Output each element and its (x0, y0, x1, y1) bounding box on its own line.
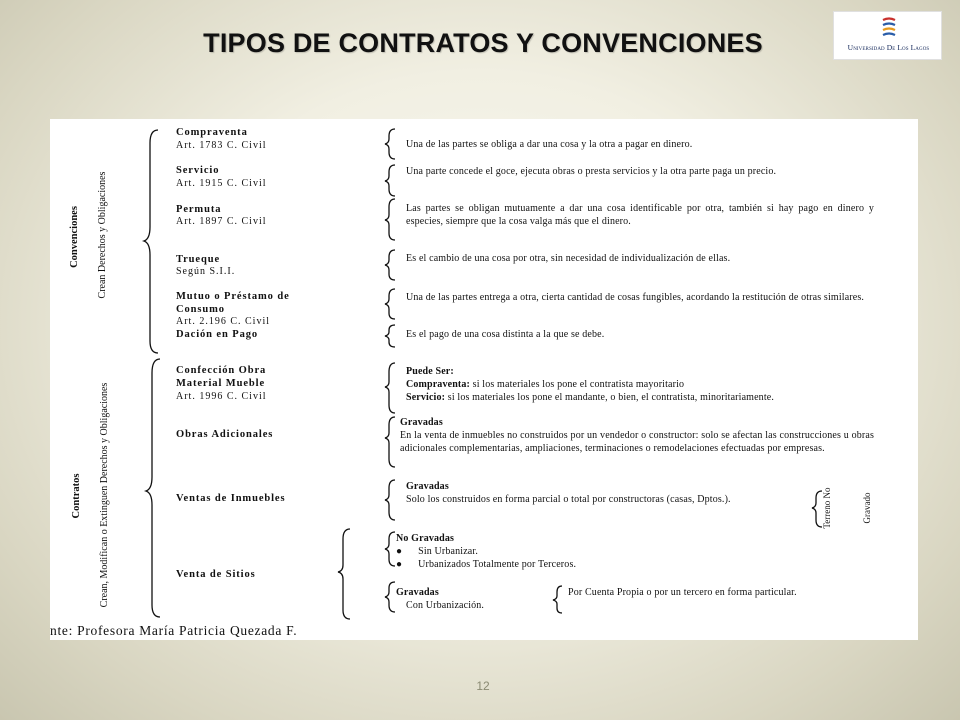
term-dacion-en-pago: Dación en Pago (176, 329, 259, 340)
no-gravadas-item-1: Sin Urbanizar. (418, 546, 478, 557)
slide-title: TIPOS DE CONTRATOS Y CONVENCIONES (203, 28, 763, 58)
art-trueque: Según S.I.I. (176, 266, 236, 277)
no-gravadas-item-2: Urbanizados Totalmente por Terceros. (418, 559, 577, 570)
option-servicio-text: si los materiales los pone el mandante, o bien, el contratista, minoritariamente. (447, 392, 775, 403)
art-compraventa: Art. 1783 C. Civil (176, 140, 267, 151)
desc-compraventa: Una de las partes se obliga a dar una cosa y la otra a pagar en dinero. (406, 139, 693, 150)
art-confeccion: Art. 1996 C. Civil (176, 391, 267, 402)
university-logo (833, 11, 942, 60)
term-confeccion-line2: Material Mueble (176, 378, 266, 389)
sitios-gravadas-heading: Gravadas (396, 587, 439, 598)
group-label-contratos: Contratos (71, 473, 82, 519)
option-compraventa-label: Compraventa: (406, 379, 471, 390)
sitios-gravadas-item: Con Urbanización. (406, 600, 485, 611)
group-label-convenciones: Convenciones (69, 206, 80, 268)
confeccion-detail (406, 365, 874, 404)
art-mutuo: Art. 2.196 C. Civil (176, 316, 271, 327)
inmuebles-gravadas-heading: Gravadas (406, 481, 449, 492)
source-credit: nte: Profesora María Patricia Quezada F. (50, 623, 298, 638)
term-confeccion-line1: Confección Obra (176, 365, 267, 376)
terreno-no-label: Terreno No (822, 487, 832, 529)
option-servicio-label: Servicio: (406, 392, 446, 403)
desc-dacion-en-pago: Es el pago de una cosa distinta a la que se debe. (406, 329, 605, 340)
term-trueque: Trueque (176, 254, 221, 265)
no-gravadas-block (396, 532, 726, 571)
puede-ser-heading: Puede Ser: (406, 366, 454, 377)
group-sublabel-contratos: Crean, Modifican o Extinguen Derechos y Obligaciones (99, 382, 110, 608)
contracts-diagram (50, 119, 918, 640)
desc-mutuo: Una de las partes entrega a otra, cierta cantidad de cosas fungibles, acordando la restitución de otras similares. (406, 292, 865, 303)
no-gravadas-heading: No Gravadas (396, 533, 455, 544)
term-obras-adicionales: Obras Adicionales (176, 429, 274, 440)
page-number: 12 (476, 679, 490, 693)
gravado-label: Gravado (862, 492, 872, 524)
obras-gravadas-heading: Gravadas (400, 417, 443, 428)
art-servicio: Art. 1915 C. Civil (176, 178, 267, 189)
inmuebles-gravadas-desc: Solo los construidos en forma parcial o total por constructoras (casas, Dptos.). (406, 494, 731, 505)
art-permuta: Art. 1897 C. Civil (176, 216, 267, 227)
desc-permuta: Las partes se obligan mutuamente a dar una cosa identificable por otra, también si hay pago en dinero y especies, siempre que la cosa valga más que el dinero. (406, 203, 874, 227)
term-compraventa: Compraventa (176, 127, 248, 138)
bullet-icon: ● (396, 546, 403, 557)
term-permuta: Permuta (176, 204, 222, 215)
term-mutuo-line1: Mutuo o Préstamo de (176, 291, 290, 302)
convenciones-brace (144, 130, 158, 353)
contratos-brace (146, 359, 160, 617)
ventas-inmuebles-detail (406, 480, 806, 506)
logo-emblem-icon (882, 17, 896, 39)
obras-gravadas-desc: En la venta de inmuebles no construidos por un vendedor o constructor: solo se afectan las construcciones u obras adicionales complementarias, ampliaciones, terminaciones o remodelaciones efectuadas por empresas. (400, 430, 874, 454)
logo-text: Universidad De Los Lagos (847, 43, 930, 52)
group-sublabel-convenciones: Crean Derechos y Obligaciones (97, 171, 108, 299)
term-ventas-inmuebles: Ventas de Inmuebles (176, 493, 286, 504)
desc-trueque: Es el cambio de una cosa por otra, sin necesidad de individualización de ellas. (406, 253, 731, 264)
gravadas-block (396, 586, 556, 612)
term-venta-sitios: Venta de Sitios (176, 569, 256, 580)
sitios-gravadas-note: Por Cuenta Propia o por un tercero en forma particular. (568, 587, 797, 598)
desc-servicio: Una parte concede el goce, ejecuta obras o presta servicios y la otra parte paga un precio. (406, 166, 777, 177)
obras-adicionales-detail (400, 416, 874, 455)
option-compraventa-text: si los materiales los pone el contratista mayoritario (472, 379, 685, 390)
term-servicio: Servicio (176, 165, 220, 176)
bullet-icon: ● (396, 559, 403, 570)
term-mutuo-line2: Consumo (176, 304, 225, 315)
